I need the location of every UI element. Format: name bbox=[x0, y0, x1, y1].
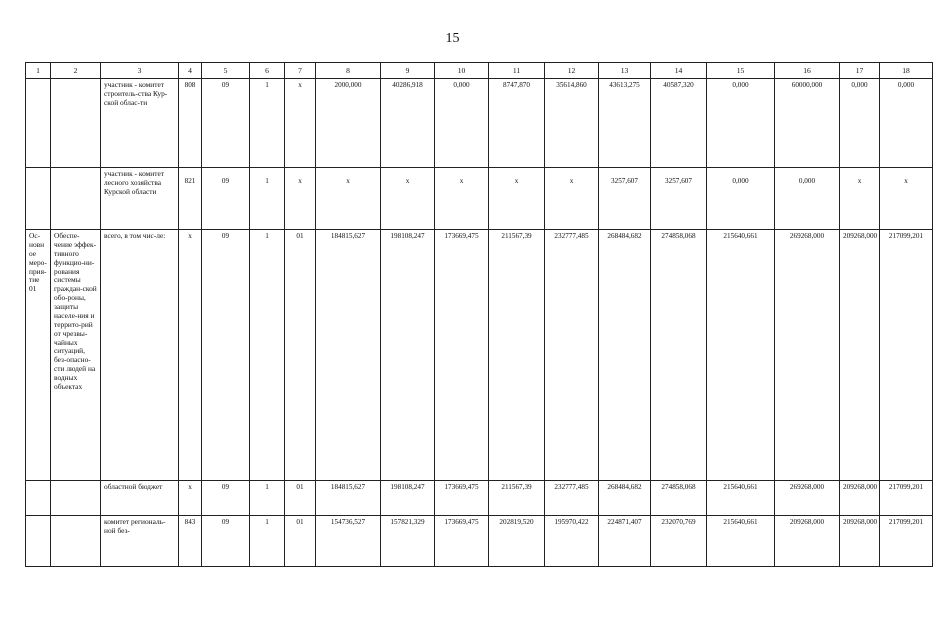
table-cell bbox=[51, 481, 101, 516]
table-cell: 217099,201 bbox=[880, 481, 933, 516]
table-cell bbox=[51, 516, 101, 567]
table-cell: 195970,422 bbox=[545, 516, 599, 567]
table-cell: х bbox=[316, 168, 381, 230]
column-header: 8 bbox=[316, 63, 381, 79]
table-cell: х bbox=[880, 168, 933, 230]
table-row bbox=[26, 79, 933, 168]
column-header: 14 bbox=[651, 63, 707, 79]
table-cell: участник - комитет лесного хозяйства Курской области bbox=[101, 168, 179, 230]
page-number: 15 bbox=[445, 31, 460, 46]
column-header: 3 bbox=[101, 63, 179, 79]
column-header: 17 bbox=[840, 63, 880, 79]
table-cell: 0,000 bbox=[707, 79, 775, 168]
table-cell: 01 bbox=[285, 481, 316, 516]
table-cell: х bbox=[179, 230, 202, 481]
table-cell: 40286,918 bbox=[381, 79, 435, 168]
table-row bbox=[26, 168, 933, 230]
table-cell: х bbox=[489, 168, 545, 230]
budget-table bbox=[25, 62, 933, 567]
table-cell: 1 bbox=[250, 79, 285, 168]
table-cell bbox=[26, 516, 51, 567]
table-cell: 0,000 bbox=[840, 79, 880, 168]
table-cell: 274858,068 bbox=[651, 230, 707, 481]
column-header: 5 bbox=[202, 63, 250, 79]
table-cell: х bbox=[435, 168, 489, 230]
table-cell bbox=[26, 168, 51, 230]
table-cell: 60000,000 bbox=[775, 79, 840, 168]
table-cell: Ос-новное меро-прия-тие 01 bbox=[26, 230, 51, 481]
table-cell: 209268,000 bbox=[840, 516, 880, 567]
table-cell: участник - комитет строитель-ства Кур-ской облас-ти bbox=[101, 79, 179, 168]
column-header: 6 bbox=[250, 63, 285, 79]
column-header: 11 bbox=[489, 63, 545, 79]
table-cell: х bbox=[285, 168, 316, 230]
table-cell: 173669,475 bbox=[435, 516, 489, 567]
table-cell: 0,000 bbox=[707, 168, 775, 230]
column-header: 2 bbox=[51, 63, 101, 79]
table-row bbox=[26, 516, 933, 567]
table-cell: 35614,860 bbox=[545, 79, 599, 168]
table-cell: х bbox=[840, 168, 880, 230]
column-header: 4 bbox=[179, 63, 202, 79]
table-cell: 198108,247 bbox=[381, 481, 435, 516]
table-cell: 3257,607 bbox=[651, 168, 707, 230]
table-cell: 184815,627 bbox=[316, 481, 381, 516]
table-cell: х bbox=[179, 481, 202, 516]
table-cell: 821 bbox=[179, 168, 202, 230]
table-cell: 09 bbox=[202, 516, 250, 567]
table-cell: 211567,39 bbox=[489, 481, 545, 516]
table-cell: 3257,607 bbox=[599, 168, 651, 230]
table-cell: 09 bbox=[202, 79, 250, 168]
table-cell: 215640,661 bbox=[707, 481, 775, 516]
column-header: 16 bbox=[775, 63, 840, 79]
table-cell: 224871,407 bbox=[599, 516, 651, 567]
table-cell: 43613,275 bbox=[599, 79, 651, 168]
column-header: 7 bbox=[285, 63, 316, 79]
column-header: 10 bbox=[435, 63, 489, 79]
table-cell: 09 bbox=[202, 481, 250, 516]
table-cell: 198108,247 bbox=[381, 230, 435, 481]
column-header: 12 bbox=[545, 63, 599, 79]
table-cell: всего, в том чис-ле: bbox=[101, 230, 179, 481]
table-cell: 1 bbox=[250, 230, 285, 481]
table-cell: 0,000 bbox=[880, 79, 933, 168]
table-cell: 215640,661 bbox=[707, 230, 775, 481]
column-header: 18 bbox=[880, 63, 933, 79]
table-cell: 202819,520 bbox=[489, 516, 545, 567]
table-cell: 215640,661 bbox=[707, 516, 775, 567]
table-cell: 0,000 bbox=[775, 168, 840, 230]
table-cell: 157821,329 bbox=[381, 516, 435, 567]
table-cell: 209268,000 bbox=[840, 481, 880, 516]
column-header: 15 bbox=[707, 63, 775, 79]
table-cell: 09 bbox=[202, 168, 250, 230]
table-cell: 217099,201 bbox=[880, 516, 933, 567]
table-cell: областной бюджет bbox=[101, 481, 179, 516]
table-cell: 274858,068 bbox=[651, 481, 707, 516]
table-cell: 268484,682 bbox=[599, 481, 651, 516]
table-row bbox=[26, 481, 933, 516]
table-cell: 209268,000 bbox=[840, 230, 880, 481]
table-cell: 2000,000 bbox=[316, 79, 381, 168]
table-cell bbox=[26, 481, 51, 516]
table-cell: 1 bbox=[250, 168, 285, 230]
table-cell bbox=[51, 168, 101, 230]
table-cell: 217099,201 bbox=[880, 230, 933, 481]
table-cell: 173669,475 bbox=[435, 230, 489, 481]
table-cell: 8747,870 bbox=[489, 79, 545, 168]
table-cell: 0,000 bbox=[435, 79, 489, 168]
table-cell: Обеспе-чение эффек-тивного функцио-ни-рования системы граждан-ской обо-роны, защиты населе-ния и террито-рий от чрезвы-чайных ситуаций, без-опасно-сти людей на водных объектах bbox=[51, 230, 101, 481]
table-cell: 01 bbox=[285, 516, 316, 567]
table-cell: х bbox=[381, 168, 435, 230]
table-cell: 211567,39 bbox=[489, 230, 545, 481]
column-header: 13 bbox=[599, 63, 651, 79]
table-cell: 268484,682 bbox=[599, 230, 651, 481]
table-cell: 01 bbox=[285, 230, 316, 481]
column-header: 9 bbox=[381, 63, 435, 79]
table-cell bbox=[26, 79, 51, 168]
table-cell bbox=[51, 79, 101, 168]
table-cell: 209268,000 bbox=[775, 516, 840, 567]
table-cell: 1 bbox=[250, 481, 285, 516]
table-cell: 269268,000 bbox=[775, 230, 840, 481]
table-cell: 1 bbox=[250, 516, 285, 567]
table-cell: 154736,527 bbox=[316, 516, 381, 567]
table-row bbox=[26, 230, 933, 481]
table-cell: 184815,627 bbox=[316, 230, 381, 481]
table-cell: комитет региональ-ной без- bbox=[101, 516, 179, 567]
table-cell: 232777,485 bbox=[545, 230, 599, 481]
header-row bbox=[26, 63, 933, 79]
column-header: 1 bbox=[26, 63, 51, 79]
table-cell: 232777,485 bbox=[545, 481, 599, 516]
table-cell: х bbox=[285, 79, 316, 168]
table-cell: 843 bbox=[179, 516, 202, 567]
table-cell: 40587,320 bbox=[651, 79, 707, 168]
table-cell: 09 bbox=[202, 230, 250, 481]
table-cell: 232070,769 bbox=[651, 516, 707, 567]
table-cell: 808 bbox=[179, 79, 202, 168]
table-cell: х bbox=[545, 168, 599, 230]
table-cell: 173669,475 bbox=[435, 481, 489, 516]
table-cell: 269268,000 bbox=[775, 481, 840, 516]
